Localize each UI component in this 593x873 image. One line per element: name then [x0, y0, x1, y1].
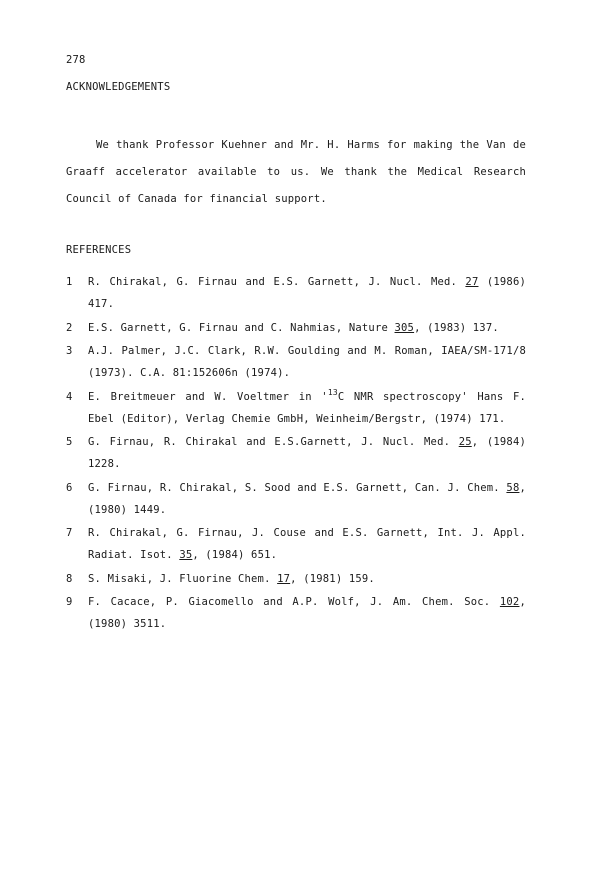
reference-item	[66, 477, 526, 521]
reference-text	[88, 568, 526, 590]
reference-text	[88, 386, 526, 430]
references-heading: REFERENCES	[66, 244, 132, 256]
reference-text	[88, 317, 526, 339]
reference-segment: F. Cacace, P. Giacomello and A.P. Wolf, J. Am. Chem. Soc.	[88, 596, 500, 608]
journal-volume: 58	[506, 481, 520, 494]
journal-volume: 305	[394, 321, 415, 334]
reference-number: 1	[66, 276, 73, 288]
reference-list	[66, 271, 526, 637]
reference-segment: E. Breitmeuer and W. Voeltmer in '	[88, 390, 328, 403]
reference-segment: R. Chirakal, G. Firnau, J. Couse and E.S. Garnett, Int. J. Appl. Radiat. Isot.	[88, 527, 526, 561]
reference-text	[88, 522, 526, 566]
reference-item	[66, 522, 526, 566]
reference-number: 8	[66, 572, 73, 585]
reference-segment: , (1984) 651.	[192, 549, 278, 561]
reference-segment: , (1983) 137.	[414, 321, 499, 334]
reference-segment: A.J. Palmer, J.C. Clark, R.W. Goulding and M. Roman, IAEA/SM-171/8 (1973). C.A. 81:152606n (1974).	[88, 345, 526, 379]
reference-item	[66, 591, 526, 635]
reference-segment: , (1984) 1228.	[88, 436, 526, 470]
reference-segment: S. Misaki, J. Fluorine Chem.	[88, 572, 278, 585]
reference-text	[88, 340, 526, 384]
reference-segment: G. Firnau, R. Chirakal, S. Sood and E.S. Garnett, Can. J. Chem.	[88, 481, 507, 494]
reference-number: 7	[66, 527, 73, 539]
reference-segment: , (1980) 3511.	[88, 596, 526, 630]
acknowledgements-paragraph: We thank Professor Kuehner and Mr. H. Harms for making the Van de Graaff accelerator available to us. We thank the Medical Research Council of Canada for financial support.	[66, 138, 526, 205]
reference-item	[66, 568, 526, 590]
reference-text	[88, 271, 526, 315]
reference-text	[88, 431, 526, 475]
reference-item	[66, 386, 526, 430]
reference-number: 3	[66, 345, 73, 357]
reference-text	[88, 591, 526, 635]
journal-volume: 27	[465, 276, 479, 288]
reference-segment: , (1981) 159.	[290, 572, 375, 585]
reference-number: 2	[66, 321, 73, 334]
reference-segment: , (1980) 1449.	[88, 481, 526, 516]
reference-segment: (1986) 417.	[88, 276, 526, 310]
reference-number: 9	[66, 596, 73, 608]
reference-segment: G. Firnau, R. Chirakal and E.S.Garnett, J. Nucl. Med.	[88, 436, 459, 448]
page-number: 278	[66, 54, 86, 66]
reference-text	[88, 477, 526, 521]
journal-volume: 102	[499, 596, 520, 608]
reference-segment: R. Chirakal, G. Firnau and E.S. Garnett, J. Nucl. Med.	[88, 276, 466, 288]
journal-volume: 25	[458, 436, 472, 448]
reference-segment: E.S. Garnett, G. Firnau and C. Nahmias, Nature	[88, 321, 395, 334]
reference-item	[66, 317, 526, 339]
reference-number: 4	[66, 390, 73, 403]
reference-number: 6	[66, 481, 73, 494]
reference-item	[66, 271, 526, 315]
reference-number: 5	[66, 436, 73, 448]
acknowledgements-heading: ACKNOWLEDGEMENTS	[66, 81, 171, 93]
journal-volume: 35	[179, 549, 193, 561]
journal-volume: 17	[277, 572, 291, 585]
reference-item	[66, 431, 526, 475]
reference-segment: C NMR spectroscopy' Hans F. Ebel (Editor), Verlag Chemie GmbH, Weinheim/Bergstr, (1974) 171.	[88, 390, 526, 425]
isotope-superscript: 13	[327, 387, 338, 397]
reference-item	[66, 340, 526, 384]
